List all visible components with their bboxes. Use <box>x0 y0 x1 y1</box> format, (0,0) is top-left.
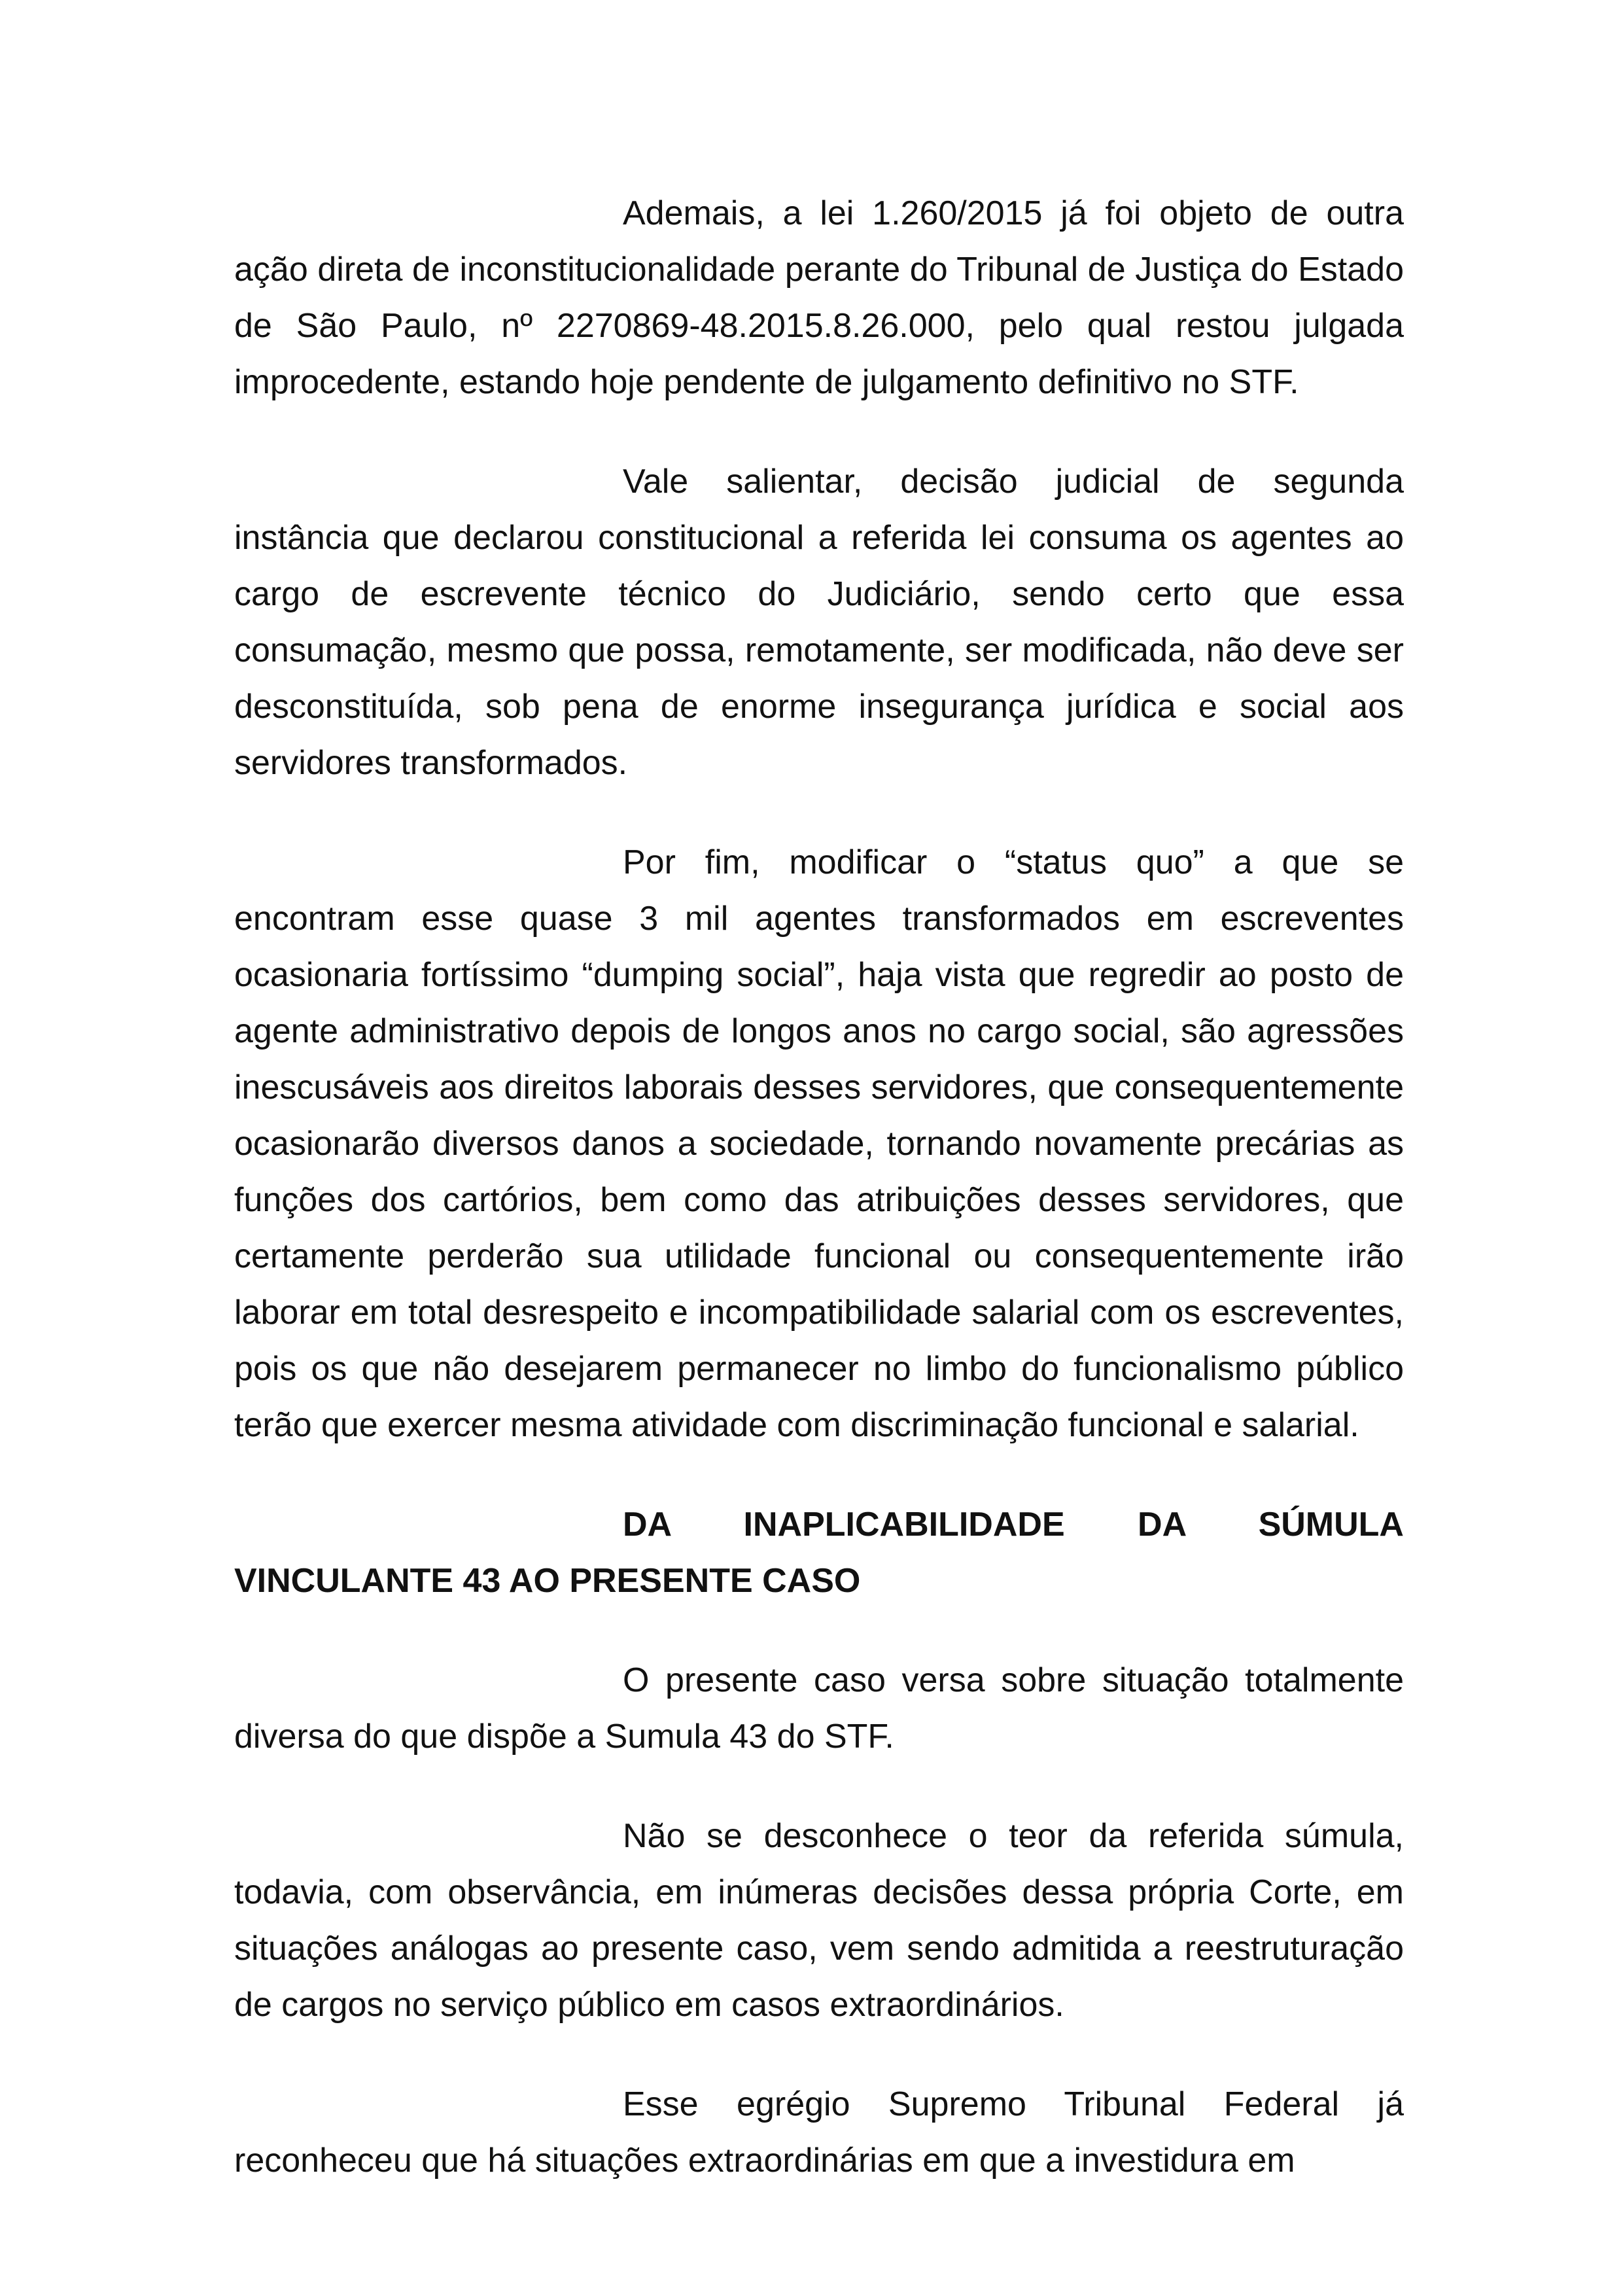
paragraph-teor-sumula: Não se desconhece o teor da referida súmula, todavia, com observância, em inúmeras decisões dessa própria Corte, em situações análogas ao presente caso, vem sendo admitida a reestruturação de cargos no serviço público em casos extraordinários. <box>234 1817 1404 2024</box>
paragraph-lei-1260: Ademais, a lei 1.260/2015 já foi objeto de outra ação direta de inconstitucionalidade perante do Tribunal de Justiça do Estado de São Paulo, nº 2270869-48.2015.8.26.000, pelo qual restou julgada improcedente, estando hoje pendente de julgamento definitivo no STF. <box>234 194 1404 401</box>
section-heading: DA INAPLICABILIDADE DA SÚMULA VINCULANTE 43 AO PRESENTE CASO <box>234 1506 1404 1600</box>
document-body <box>234 185 1404 2189</box>
paragraph-caso-diverso: O presente caso versa sobre situação totalmente diversa do que dispõe a Sumula 43 do STF. <box>234 1661 1404 1756</box>
paragraph-decisao-segunda-instancia: Vale salientar, decisão judicial de segunda instância que declarou constitucional a referida lei consuma os agentes ao cargo de escrevente técnico do Judiciário, sendo certo que essa consumação, mesmo que possa, remotamente, ser modificada, não deve ser desconstituída, sob pena de enorme insegurança jurídica e social aos servidores transformados. <box>234 463 1404 782</box>
paragraph-stf-situacoes: Esse egrégio Supremo Tribunal Federal já reconheceu que há situações extraordinárias em que a investidura em <box>234 2085 1404 2180</box>
paragraph-status-quo: Por fim, modificar o “status quo” a que se encontram esse quase 3 mil agentes transformados em escreventes ocasionaria fortíssimo “dumping social”, haja vista que regredir ao posto de agente administrativo depois de longos anos no cargo social, são agressões inescusáveis aos direitos laborais desses servidores, que consequentemente ocasionarão diversos danos a sociedade, tornando novamente precárias as funções dos cartórios, bem como das atribuições desses servidores, que certamente perderão sua utilidade funcional ou consequentemente irão laborar em total desrespeito e incompatibilidade salarial com os escreventes, pois os que não desejarem permanecer no limbo do funcionalismo público terão que exercer mesma atividade com discriminação funcional e salarial. <box>234 843 1404 1444</box>
